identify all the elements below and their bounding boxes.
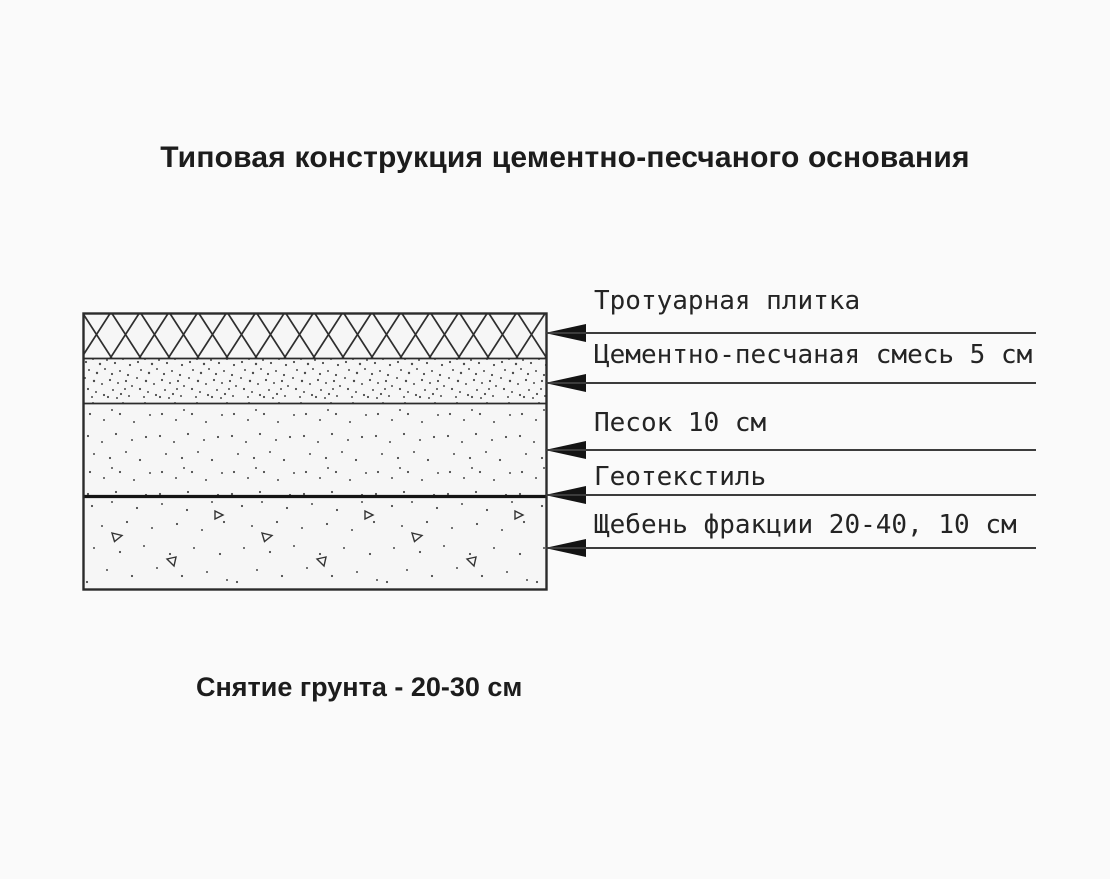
leader-line [546, 332, 1036, 334]
leader-line [546, 547, 1036, 549]
label-sand: Песок 10 см [594, 408, 767, 438]
leader-line [546, 449, 1036, 451]
layer-cement-sand-mix [84, 359, 547, 404]
diagram-title: Типовая конструкция цементно-песчаного основания [160, 141, 970, 174]
layer-crushed-stone [84, 497, 547, 590]
layer-stack [82, 312, 548, 592]
layer-paving-tile [84, 314, 547, 359]
footer-note: Снятие грунта - 20-30 см [196, 672, 523, 702]
label-crushed-stone: Щебень фракции 20-40, 10 см [594, 510, 1017, 540]
label-geotextile: Геотекстиль [594, 462, 767, 492]
layer-sand [84, 404, 547, 497]
label-paving-tile: Тротуарная плитка [594, 286, 861, 316]
label-cement-sand-mix: Цементно-песчаная смесь 5 см [594, 340, 1033, 370]
leader-line [546, 494, 1036, 496]
leader-line [546, 382, 1036, 384]
